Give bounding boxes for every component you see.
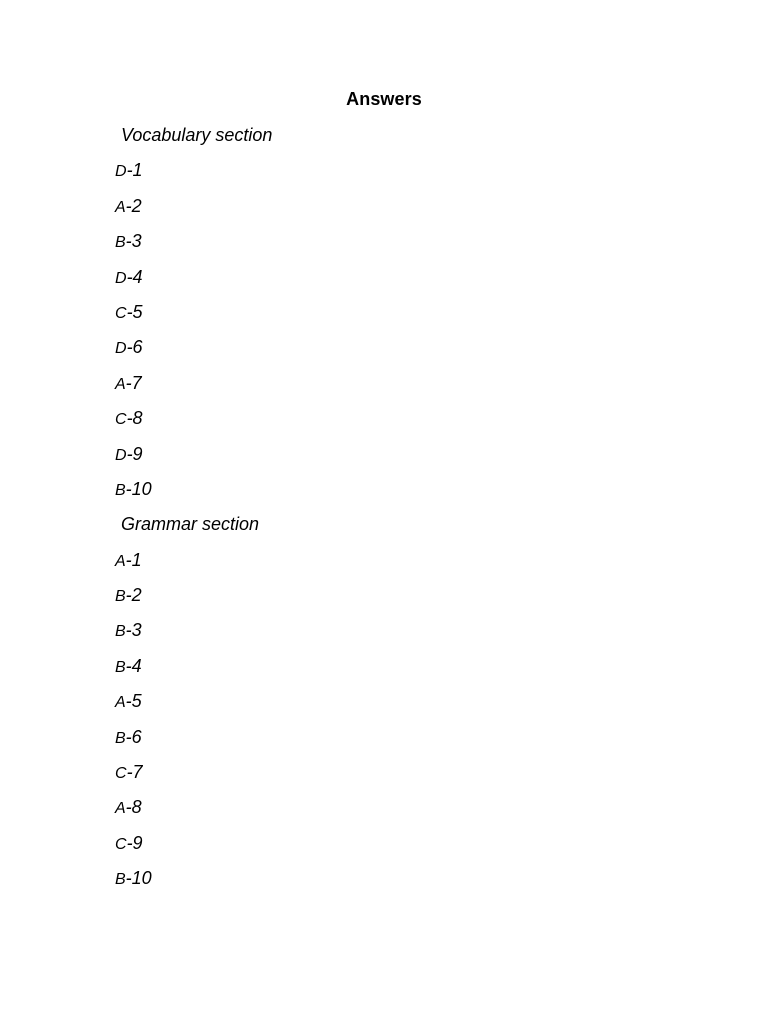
section-heading-vocabulary: Vocabulary section [121, 125, 273, 145]
answer-line [115, 192, 675, 227]
answer-number: -4 [126, 266, 143, 287]
answer-number: -6 [125, 726, 142, 747]
answer-letter: A [115, 694, 126, 712]
answer-letter: B [115, 871, 126, 889]
answer-line [115, 864, 675, 899]
answer-line [115, 758, 675, 793]
answer-letter: B [115, 623, 126, 641]
answer-letter: C [115, 765, 127, 783]
answer-letter: D [115, 269, 127, 287]
answer-number: -10 [125, 478, 152, 499]
section-heading-grammar: Grammar section [121, 514, 260, 535]
answer-line [115, 793, 675, 828]
answer-line [115, 581, 675, 616]
answer-line [115, 616, 675, 651]
answer-number: -4 [125, 655, 142, 676]
answer-letter: B [115, 234, 126, 252]
answer-letter: C [115, 304, 127, 322]
answer-letter: D [115, 340, 127, 358]
answer-line [115, 546, 675, 581]
answer-number: -9 [126, 832, 143, 853]
answer-letter: B [115, 729, 126, 747]
answer-letter: C [115, 835, 127, 853]
answer-number: -5 [126, 301, 143, 322]
answer-number: -7 [126, 762, 143, 783]
answer-letter: C [115, 411, 127, 429]
answer-number: -2 [125, 195, 142, 216]
answer-line [115, 404, 675, 439]
answer-number: -10 [125, 868, 152, 889]
answer-line [115, 475, 675, 510]
answer-number: -2 [125, 585, 142, 606]
answer-number: -1 [125, 549, 142, 570]
answer-line [115, 440, 675, 475]
answer-number: -9 [126, 443, 143, 464]
answer-letter: A [115, 800, 126, 818]
answer-number: -7 [125, 372, 142, 393]
answer-number: -8 [125, 797, 142, 818]
answer-line [115, 156, 675, 191]
answer-line [115, 652, 675, 687]
answer-line [115, 829, 675, 864]
answer-number: -3 [125, 231, 142, 252]
answer-letter: A [115, 375, 126, 393]
answer-letter: B [115, 658, 126, 676]
answer-letter: A [115, 552, 126, 570]
answer-letter: A [115, 198, 126, 216]
answer-number: -3 [125, 620, 142, 641]
answer-letter: B [115, 481, 126, 499]
answer-line [115, 369, 675, 404]
answer-line [115, 227, 675, 262]
answer-line [115, 723, 675, 758]
answer-line [115, 687, 675, 722]
answer-line [115, 298, 675, 333]
answer-line [115, 333, 675, 368]
answer-letter: D [115, 163, 127, 181]
answer-letter: D [115, 446, 127, 464]
answers-body [115, 121, 675, 900]
answer-number: -1 [126, 160, 143, 181]
page-title: Answers [346, 89, 422, 109]
answer-letter: B [115, 588, 126, 606]
answer-number: -6 [126, 337, 143, 358]
answer-number: -5 [125, 691, 142, 712]
answer-number: -8 [126, 408, 143, 429]
answer-line [115, 263, 675, 298]
